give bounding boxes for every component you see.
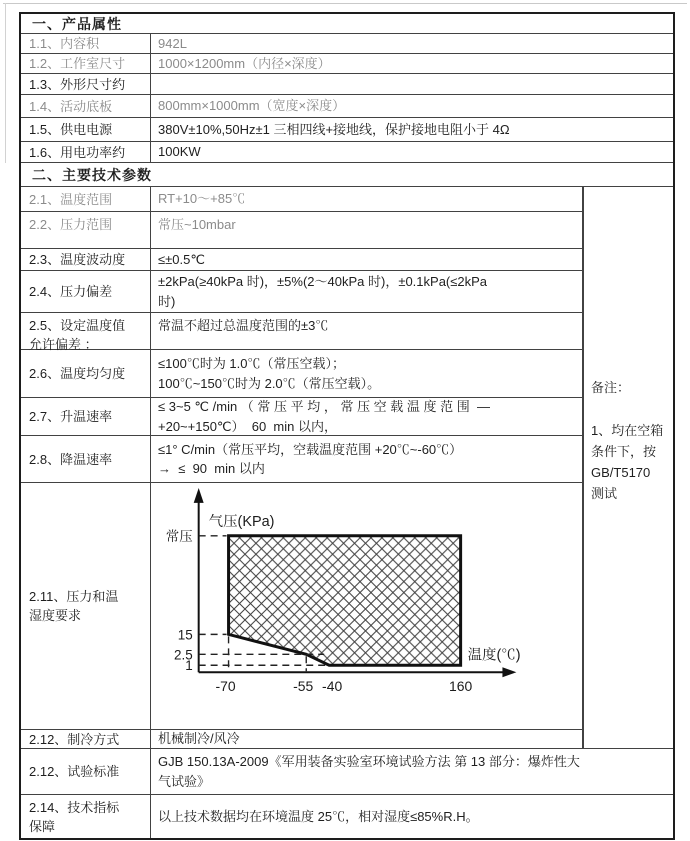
table-row (21, 118, 673, 142)
text-line: ≤ 3~5 ℃ /min （ 常 压 平 均 ， 常 压 空 载 温 度 范 围 — (158, 399, 490, 414)
chart-row (21, 483, 583, 730)
remarks-column (583, 187, 673, 749)
x-axis-arrow (502, 667, 516, 677)
row-value (151, 74, 673, 94)
remarks-gap (591, 398, 669, 420)
y-tick-label: 常压 (165, 528, 193, 544)
row-label (21, 142, 151, 162)
text-line: 100KW (158, 144, 201, 160)
row-value (151, 249, 582, 270)
row-label (21, 795, 151, 838)
text-line: 942L (158, 35, 187, 51)
x-tick-label: -70 (215, 678, 236, 695)
row-label (21, 313, 151, 352)
row-label (21, 118, 151, 141)
row-label (21, 34, 151, 53)
table-row (21, 313, 583, 350)
text-line: 100℃~150℃时为 2.0℃（常压空载）。 (158, 375, 381, 391)
section-title: 一、产品属性 (32, 15, 122, 32)
row-label (21, 730, 151, 748)
text-line: 1.2、工作室尺寸 (29, 56, 126, 71)
row-value (151, 436, 582, 482)
text-line: 2.8、降温速率 (29, 451, 113, 467)
text-line: 2.14、技术指标 (29, 799, 120, 815)
row-label (21, 74, 151, 94)
table-row (21, 795, 673, 838)
text-line: 常温不超过总温度范围的±3℃ (158, 318, 329, 333)
row-label (21, 350, 151, 397)
table-row (21, 249, 583, 271)
table-row (21, 34, 673, 54)
x-tick-label: -55 (293, 678, 314, 695)
table-row (21, 730, 583, 749)
table-row (21, 749, 673, 795)
row-value (151, 730, 582, 748)
text-line: 以上技术数据均在环境温度 25℃，相对湿度≤85%R.H。 (158, 808, 479, 824)
section-title: 二、主要技术参数 (32, 166, 152, 183)
row-label (21, 483, 151, 729)
table-row (21, 436, 583, 483)
section-header-row (21, 14, 673, 34)
section-header-row (21, 163, 673, 187)
text-line: 1.3、外形尺寸约 (29, 76, 126, 92)
text-line: 2.1、温度范围 (29, 191, 113, 207)
chart-cell (151, 483, 582, 729)
text-line: 1.5、供电电源 (29, 122, 113, 137)
text-line: 保障 (29, 818, 56, 834)
table-row (21, 398, 583, 436)
row-value (151, 187, 582, 211)
row-label (21, 749, 151, 794)
x-axis-title: 温度(℃) (467, 647, 521, 664)
row-value (151, 350, 582, 397)
y-axis-arrow (194, 488, 204, 503)
text-line: RT+10～+85℃ (158, 191, 246, 207)
spec-table (19, 12, 675, 840)
text-line: → ≤ 90 min 以内 (158, 461, 265, 476)
y-tick-label: 2.5 (174, 647, 193, 663)
table-row (21, 350, 583, 398)
text-line: 2.3、温度波动度 (29, 252, 126, 267)
row-label (21, 95, 151, 117)
table-row (21, 95, 673, 118)
text-line: ≤±0.5℃ (158, 251, 205, 267)
x-tick-label: 160 (448, 678, 473, 695)
row-value (151, 118, 673, 141)
text-line: 1.4、活动底板 (29, 98, 113, 114)
row-value (151, 54, 673, 73)
text-line: 380V±10%,50Hz±1 三相四线+接地线，保护接地电阻小于 4Ω (158, 121, 510, 137)
text-line: ≤100℃时为 1.0℃（常压空载）； (158, 356, 346, 371)
row-value (151, 212, 582, 248)
row-label (21, 436, 151, 482)
y-tick-label: 1 (185, 658, 193, 674)
row-value (151, 271, 582, 312)
text-line: 湿度要求 (29, 608, 82, 623)
row-value (151, 95, 673, 117)
remarks-line: 测试 (591, 486, 618, 501)
table-row (21, 212, 583, 249)
row-value (151, 34, 673, 53)
remarks-line: 1、均在空箱条件下，按 (591, 423, 664, 459)
text-line: ±2kPa(≥40kPa 时)，±5%(2～40kPa 时)，±0.1kPa(≤2kPa (158, 274, 488, 289)
y-axis-title: 气压(KPa) (208, 513, 275, 530)
text-line: 时) (158, 293, 176, 309)
row-label (21, 271, 151, 312)
y-tick-label: 15 (177, 627, 193, 643)
text-line: 2.6、温度均匀度 (29, 366, 126, 381)
row-label (21, 398, 151, 435)
row-value (151, 795, 673, 838)
row-value (151, 142, 673, 162)
x-tick-label: -40 (322, 678, 343, 695)
text-line: 常压~10mbar (158, 217, 236, 232)
text-line: 800mm×1000mm（宽度×深度） (158, 98, 346, 114)
pressure-temperature-chart (151, 483, 582, 729)
row-label (21, 212, 151, 248)
text-line: 2.4、压力偏差 (29, 284, 113, 299)
table-row (21, 271, 583, 313)
text-line: 机械制冷/风冷 (158, 731, 240, 747)
table-row (21, 74, 673, 95)
text-line: 2.12、试验标准 (29, 764, 120, 779)
text-line: GJB 150.13A-2009《军用装备实验室环境试验方法 第 13 部分：爆炸性大 (158, 754, 580, 769)
row-label (21, 249, 151, 270)
text-line: +20~+150℃） 60 min 以内， (158, 418, 337, 434)
text-line: 允许偏差 ： (29, 337, 98, 352)
row-value (151, 749, 673, 794)
envelope-region (229, 536, 461, 665)
row-label (21, 54, 151, 73)
page-edge-left (5, 3, 6, 163)
table-row (21, 54, 673, 74)
remarks-line: 备注： (591, 380, 631, 395)
row-label (21, 187, 151, 211)
table-row (21, 142, 673, 163)
row-value (151, 313, 582, 349)
text-line: 1.6、用电功率约 (29, 144, 126, 160)
table-row (21, 187, 583, 212)
remarks-line: GB/T5170 (591, 465, 651, 480)
text-line: 2.12、制冷方式 (29, 731, 120, 747)
text-line: 1.1、内容积 (29, 36, 100, 51)
text-line: ≤1° C/min（常压平均，空载温度范围 +20℃~-60℃） (158, 441, 463, 457)
text-line: 2.5、设定温度值 (29, 318, 126, 333)
text-line: 气试验》 (158, 773, 211, 789)
text-line: 2.2、压力范围 (29, 217, 113, 232)
text-line: 1000×1200mm（内径×深度） (158, 55, 331, 71)
text-line: 2.7、升温速率 (29, 409, 113, 424)
page-edge-top (3, 3, 687, 4)
text-line: 2.11、压力和温 (29, 589, 119, 604)
row-value (151, 398, 582, 435)
